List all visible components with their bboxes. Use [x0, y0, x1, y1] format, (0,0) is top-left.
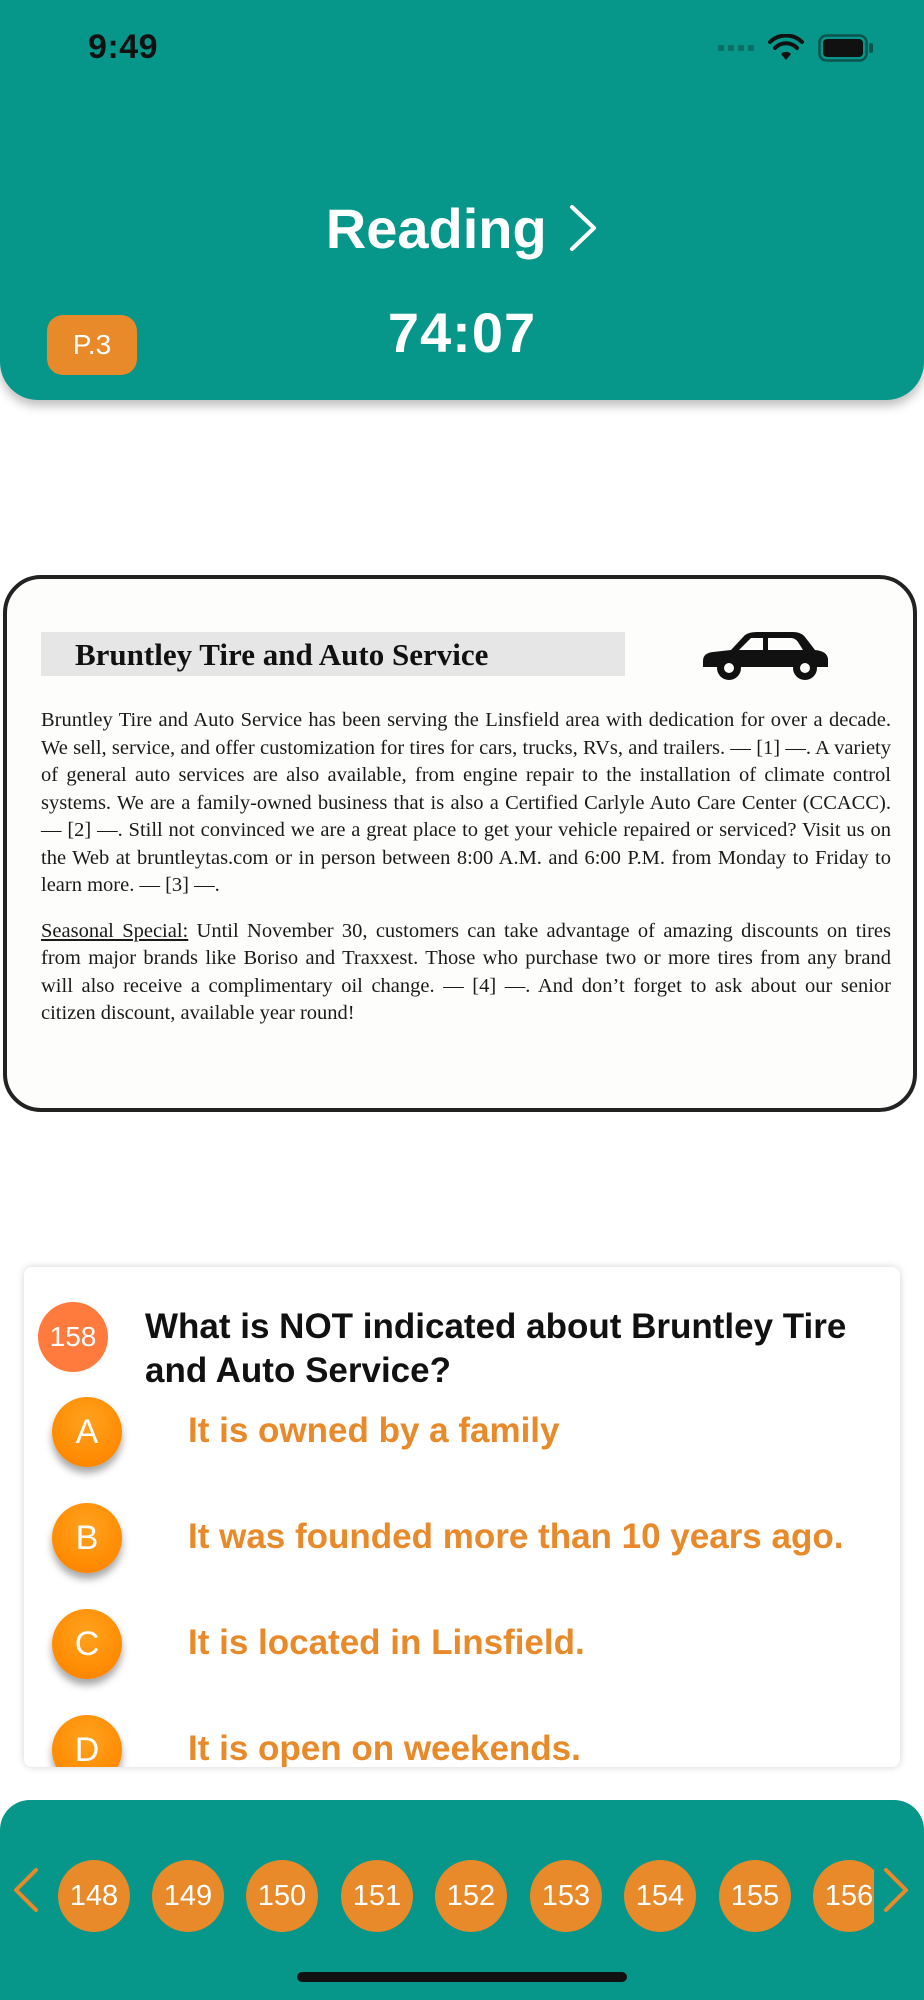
car-icon	[697, 631, 831, 686]
option-letter[interactable]: B	[52, 1503, 122, 1573]
chevron-left-icon	[10, 1860, 40, 1920]
header-bar	[0, 0, 924, 400]
seasonal-special-text: Until November 30, customers can take advantage of amazing discounts on tires from major brands like Boriso and Traxxest. Those who purchase two or more tires from any brand will also receive a complimentary oil change. — [4] —. And don’t forget to ask about our senior citizen discount, available year round!	[41, 919, 891, 1024]
previous-questions-arrow[interactable]	[10, 1860, 40, 1925]
option-text[interactable]: It is located in Linsfield.	[188, 1623, 585, 1662]
passage-title: Bruntley Tire and Auto Service	[75, 637, 489, 672]
question-number-button[interactable]: 153	[530, 1860, 602, 1932]
option-text[interactable]: It is owned by a family	[188, 1411, 560, 1450]
section-title: Reading	[325, 197, 547, 260]
next-questions-arrow[interactable]	[882, 1860, 912, 1925]
question-number-button[interactable]: 152	[435, 1860, 507, 1932]
answer-option-c[interactable]	[52, 1609, 892, 1683]
cellular-signal-icon	[718, 45, 754, 51]
option-text[interactable]: It is open on weekends.	[188, 1729, 581, 1767]
option-letter[interactable]: A	[52, 1397, 122, 1467]
reading-passage	[3, 575, 917, 1112]
question-navigator	[0, 1800, 924, 2000]
passage-paragraph: Bruntley Tire and Auto Service has been serving the Linsfield area with dedication for over a decade. We sell, service, and offer customization for tires for cars, trucks, RVs, and trailers. — [1] —. A variety of general auto services are also available, from engine repair to the installation of climate control systems. We are a family-owned business that is also a Certified Carlyle Auto Care Center (CCACC). — [2] —. Still not convinced we are a great place to get your vehicle repaired or serviced? Visit us on the Web at bruntleytas.com or in person between 8:00 A.M. and 6:00 P.M. from Monday to Friday to learn more. — [3] —.	[41, 709, 891, 896]
status-time: 9:49	[88, 28, 159, 66]
question-number-button[interactable]: 151	[341, 1860, 413, 1932]
answer-option-d[interactable]	[52, 1715, 892, 1767]
home-indicator[interactable]	[297, 1972, 627, 1982]
question-number-button[interactable]: 148	[58, 1860, 130, 1932]
chevron-right-icon	[568, 201, 598, 266]
question-text: What is NOT indicated about Bruntley Tire and Auto Service?	[145, 1307, 847, 1390]
option-text[interactable]: It was founded more than 10 years ago.	[188, 1517, 844, 1556]
page-badge[interactable]: P.3	[47, 315, 137, 375]
battery-icon	[818, 34, 874, 62]
wifi-icon	[768, 34, 804, 62]
answer-option-b[interactable]	[52, 1503, 892, 1577]
chevron-right-icon	[882, 1860, 912, 1920]
question-number-button[interactable]: 156	[813, 1860, 874, 1932]
countdown-timer: 74:07	[387, 301, 537, 364]
seasonal-special-label: Seasonal Special:	[41, 919, 189, 942]
question-number-button[interactable]: 154	[624, 1860, 696, 1932]
question-number-button[interactable]: 150	[246, 1860, 318, 1932]
status-icons	[718, 34, 874, 62]
question-card	[24, 1267, 900, 1767]
answer-option-a[interactable]	[52, 1397, 892, 1471]
option-letter[interactable]: D	[52, 1715, 122, 1767]
passage-paragraph-special	[41, 918, 891, 1028]
question-number-list	[58, 1860, 874, 1940]
question-number-badge: 158	[38, 1302, 108, 1372]
question-number-button[interactable]: 155	[719, 1860, 791, 1932]
section-title-button[interactable]	[0, 196, 924, 266]
passage-body	[41, 707, 891, 1028]
option-letter[interactable]: C	[52, 1609, 122, 1679]
question-number-button[interactable]: 149	[152, 1860, 224, 1932]
